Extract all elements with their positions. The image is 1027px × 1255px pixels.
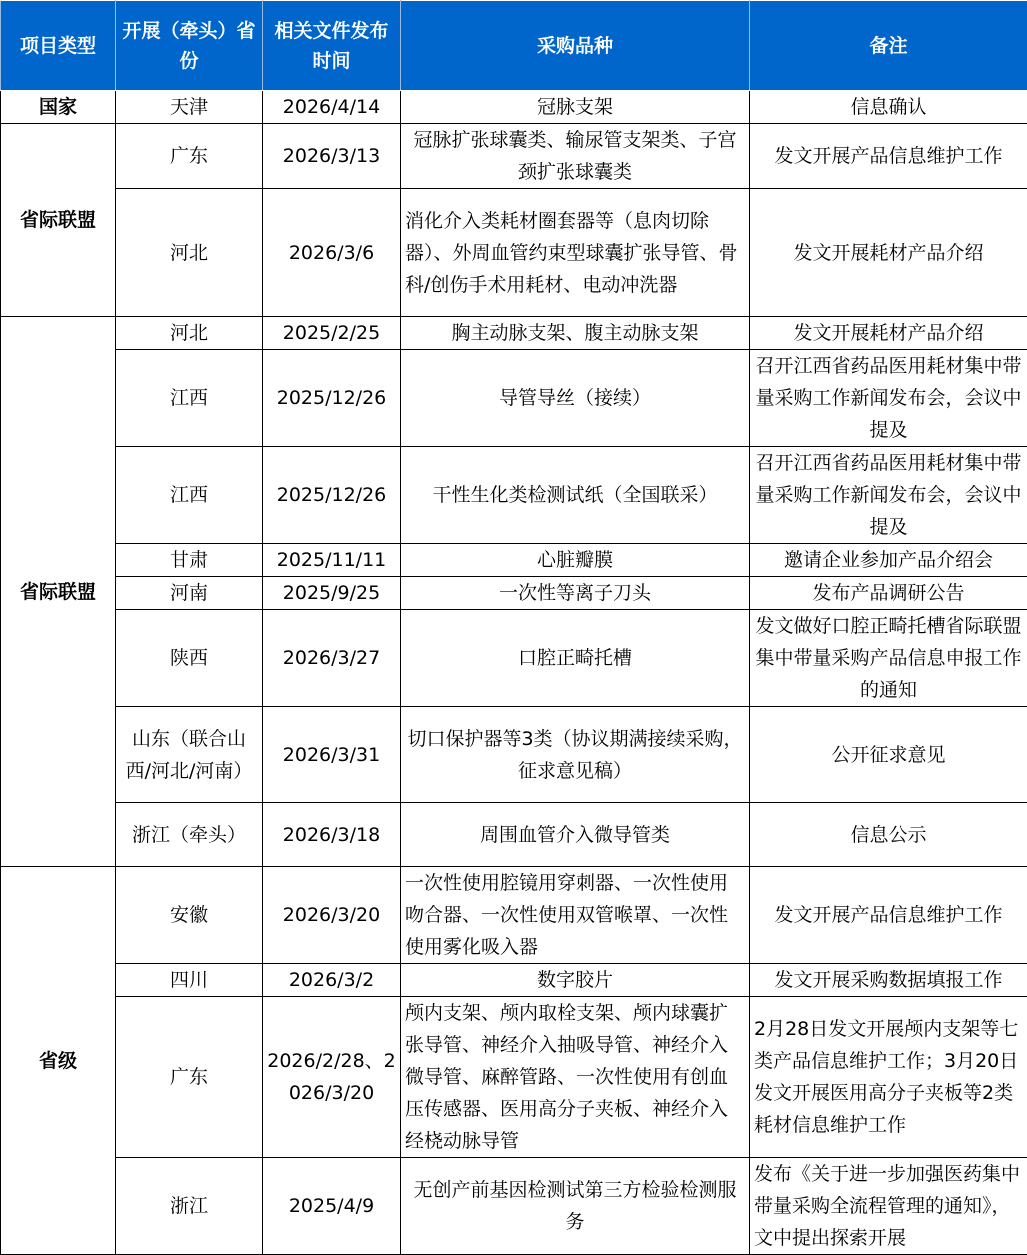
province-cell: 浙江 <box>116 1158 263 1255</box>
province-cell: 陕西 <box>116 610 263 707</box>
date-cell: 2026/3/31 <box>263 707 401 803</box>
province-cell: 山东（联合山西/河北/河南） <box>116 707 263 803</box>
province-cell: 安徽 <box>116 867 263 964</box>
province-cell: 河北 <box>116 317 263 350</box>
variety-cell: 一次性等离子刀头 <box>401 577 750 610</box>
province-cell: 天津 <box>116 91 263 124</box>
date-cell: 2026/3/13 <box>263 124 401 189</box>
variety-cell: 干性生化类检测试纸（全国联采） <box>401 447 750 544</box>
header-variety: 采购品种 <box>401 1 750 91</box>
date-cell: 2025/2/25 <box>263 317 401 350</box>
group-type: 省际联盟 <box>1 317 116 867</box>
variety-cell: 消化介入类耗材圈套器等（息肉切除器）、外周血管约束型球囊扩张导管、骨科/创伤手术用耗材、电动冲洗器 <box>401 189 750 317</box>
header-date: 相关文件发布时间 <box>263 1 401 91</box>
table-row <box>1 447 1027 544</box>
province-cell: 河南 <box>116 577 263 610</box>
remark-cell: 2月28日发文开展颅内支架等七类产品信息维护工作；3月20日发文开展医用高分子夹板等2类耗材信息维护工作 <box>750 997 1027 1158</box>
date-cell: 2026/3/27 <box>263 610 401 707</box>
remark-cell: 发布《关于进一步加强医药集中带量采购全流程管理的通知》，文中提出探索开展 <box>750 1158 1027 1255</box>
variety-cell: 导管导丝（接续） <box>401 350 750 447</box>
remark-cell: 发文开展耗材产品介绍 <box>750 189 1027 317</box>
province-cell: 浙江（牵头） <box>116 803 263 867</box>
remark-cell: 发文开展耗材产品介绍 <box>750 317 1027 350</box>
header-province: 开展（牵头）省份 <box>116 1 263 91</box>
table-row <box>1 707 1027 803</box>
table-row <box>1 91 1027 124</box>
variety-cell: 颅内支架、颅内取栓支架、颅内球囊扩张导管、神经介入抽吸导管、神经介入微导管、麻醉管路、一次性使用有创血压传感器、医用高分子夹板、神经介入经桡动脉导管 <box>401 997 750 1158</box>
remark-cell: 发布产品调研公告 <box>750 577 1027 610</box>
variety-cell: 无创产前基因检测试第三方检验检测服务 <box>401 1158 750 1255</box>
group-type: 国家 <box>1 91 116 124</box>
date-cell: 2025/4/9 <box>263 1158 401 1255</box>
table-row <box>1 350 1027 447</box>
table-row <box>1 124 1027 189</box>
date-cell: 2026/3/6 <box>263 189 401 317</box>
group-type: 省级 <box>1 867 116 1255</box>
variety-cell: 一次性使用腔镜用穿刺器、一次性使用吻合器、一次性使用双管喉罩、一次性使用雾化吸入器 <box>401 867 750 964</box>
table-row <box>1 1158 1027 1255</box>
table-row <box>1 317 1027 350</box>
variety-cell: 数字胶片 <box>401 964 750 997</box>
table-row <box>1 610 1027 707</box>
variety-cell: 周围血管介入微导管类 <box>401 803 750 867</box>
remark-cell: 发文开展采购数据填报工作 <box>750 964 1027 997</box>
date-cell: 2025/11/11 <box>263 544 401 577</box>
date-cell: 2026/3/2 <box>263 964 401 997</box>
remark-cell: 召开江西省药品医用耗材集中带量采购工作新闻发布会，会议中提及 <box>750 350 1027 447</box>
remark-cell: 召开江西省药品医用耗材集中带量采购工作新闻发布会，会议中提及 <box>750 447 1027 544</box>
table-row <box>1 544 1027 577</box>
variety-cell: 胸主动脉支架、腹主动脉支架 <box>401 317 750 350</box>
province-cell: 广东 <box>116 124 263 189</box>
table-row <box>1 577 1027 610</box>
province-cell: 四川 <box>116 964 263 997</box>
province-cell: 江西 <box>116 447 263 544</box>
province-cell: 河北 <box>116 189 263 317</box>
remark-cell: 发文开展产品信息维护工作 <box>750 124 1027 189</box>
date-cell: 2025/12/26 <box>263 350 401 447</box>
table-row <box>1 964 1027 997</box>
group-type: 省际联盟 <box>1 124 116 317</box>
remark-cell: 信息公示 <box>750 803 1027 867</box>
variety-cell: 冠脉扩张球囊类、输尿管支架类、子宫颈扩张球囊类 <box>401 124 750 189</box>
remark-cell: 发文开展产品信息维护工作 <box>750 867 1027 964</box>
variety-cell: 口腔正畸托槽 <box>401 610 750 707</box>
remark-cell: 邀请企业参加产品介绍会 <box>750 544 1027 577</box>
header-type: 项目类型 <box>1 1 116 91</box>
date-cell: 2026/3/18 <box>263 803 401 867</box>
date-cell: 2026/4/14 <box>263 91 401 124</box>
table-row <box>1 997 1027 1158</box>
remark-cell: 公开征求意见 <box>750 707 1027 803</box>
date-cell: 2026/3/20 <box>263 867 401 964</box>
variety-cell: 切口保护器等3类（协议期满接续采购，征求意见稿） <box>401 707 750 803</box>
remark-cell: 信息确认 <box>750 91 1027 124</box>
header-row <box>1 1 1027 91</box>
province-cell: 广东 <box>116 997 263 1158</box>
province-cell: 江西 <box>116 350 263 447</box>
date-cell: 2026/2/28、2026/3/20 <box>263 997 401 1158</box>
variety-cell: 心脏瓣膜 <box>401 544 750 577</box>
remark-cell: 发文做好口腔正畸托槽省际联盟集中带量采购产品信息申报工作的通知 <box>750 610 1027 707</box>
table-row <box>1 867 1027 964</box>
table-row <box>1 189 1027 317</box>
date-cell: 2025/9/25 <box>263 577 401 610</box>
header-remark: 备注 <box>750 1 1027 91</box>
table-row <box>1 803 1027 867</box>
date-cell: 2025/12/26 <box>263 447 401 544</box>
variety-cell: 冠脉支架 <box>401 91 750 124</box>
province-cell: 甘肃 <box>116 544 263 577</box>
